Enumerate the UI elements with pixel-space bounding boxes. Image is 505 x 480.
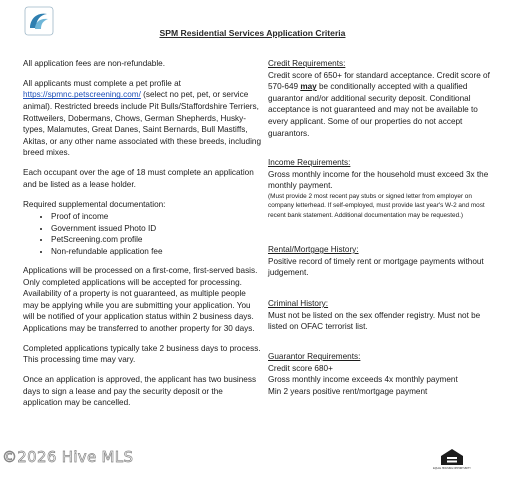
watermark: ©2026 Hive MLS [2, 448, 134, 466]
timing-paragraph: Completed applications typically take 2 business days to process. This processing time may vary. [23, 343, 261, 365]
guarantor-heading: Guarantor Requirements: [268, 352, 361, 361]
equal-housing-opportunity-icon [433, 448, 471, 472]
rental-text: Positive record of timely rent or mortgage payments without judgement. [268, 256, 484, 278]
rental-section [268, 244, 490, 279]
page-title: SPM Residential Services Application Criteria [159, 28, 346, 38]
criminal-heading: Criminal History: [268, 299, 329, 308]
income-note: (Must provide 2 most recent pay stubs or signed letter from employer on company letterhead. If self-employed, must provide last year's W-2 and most recent bank statement. Additional documentation may be requested.) [268, 192, 485, 219]
docs-heading: Required supplemental documentation: [23, 199, 166, 209]
income-heading: Income Requirements: [268, 158, 351, 167]
guarantor-line: Credit score 680+ [268, 363, 333, 373]
credit-heading: Credit Requirements: [268, 59, 346, 68]
rental-heading: Rental/Mortgage History: [268, 245, 359, 254]
criminal-text: Must not be listed on the sex offender registry. Must not be listed on OFAC terrorist list. [268, 310, 481, 332]
left-column [23, 58, 263, 417]
fees-paragraph: All application fees are non-refundable. [23, 59, 166, 68]
credit-section [268, 58, 490, 139]
guarantor-line: Min 2 years positive rent/mortgage payment [268, 386, 428, 396]
guarantor-section [268, 351, 490, 397]
list-item: • Proof of income [51, 211, 263, 223]
criminal-section [268, 298, 490, 333]
occupant-paragraph: Each occupant over the age of 18 must complete an application and be listed as a lease holder. [23, 168, 254, 189]
credit-text: Credit score of 650+ for standard acceptance. Credit score of 570-649 may be conditionally accepted with a qualified guarantor and/or additional security deposit. Conditional acceptance is not guaranteed and may not be available to every applicant. Some of our properties do not accept guarantors. [268, 70, 490, 138]
guarantor-line: Gross monthly income exceeds 4x monthly payment [268, 375, 458, 385]
pet-profile-paragraph: All applicants must complete a pet profile at https://spmnc.petscreening.com/ (select no pet, pet, or service animal). Restricted breeds include Pit Bulls/Staffordshire Terriers, Rottweilers, Dobermans, Chows, German Shepherds, Husky-types, Malamutes, Great Danes, Saint Bernards, Bull Mastiffs, Akitas, or any other name associated with these breeds, including breed mixes. [23, 78, 262, 158]
list-item: • Government issued Photo ID [51, 223, 263, 235]
income-section [268, 157, 490, 221]
approval-paragraph: Once an application is approved, the applicant has two business days to sign a lease and pay the security deposit or the application may be cancelled. [23, 375, 257, 408]
eho-label: EQUAL HOUSING OPPORTUNITY [433, 467, 471, 470]
processing-paragraph: Applications will be processed on a first-come, first-served basis. Only completed applications will be accepted for processing. Availability of a property is not guaranteed, as multiple people may be applying while you are submitting your application. You will be notified of your application status within 2 business days. Applications may be transferred to another property for 30 days. [23, 266, 258, 334]
list-item: • Non-refundable application fee [51, 246, 263, 258]
list-item: • PetScreening.com profile [51, 234, 263, 246]
income-text: Gross monthly income for the household must exceed 3x the monthly payment. [268, 169, 489, 191]
petscreening-link[interactable]: https://spmnc.petscreening.com/ [23, 90, 141, 100]
docs-list [23, 211, 263, 257]
